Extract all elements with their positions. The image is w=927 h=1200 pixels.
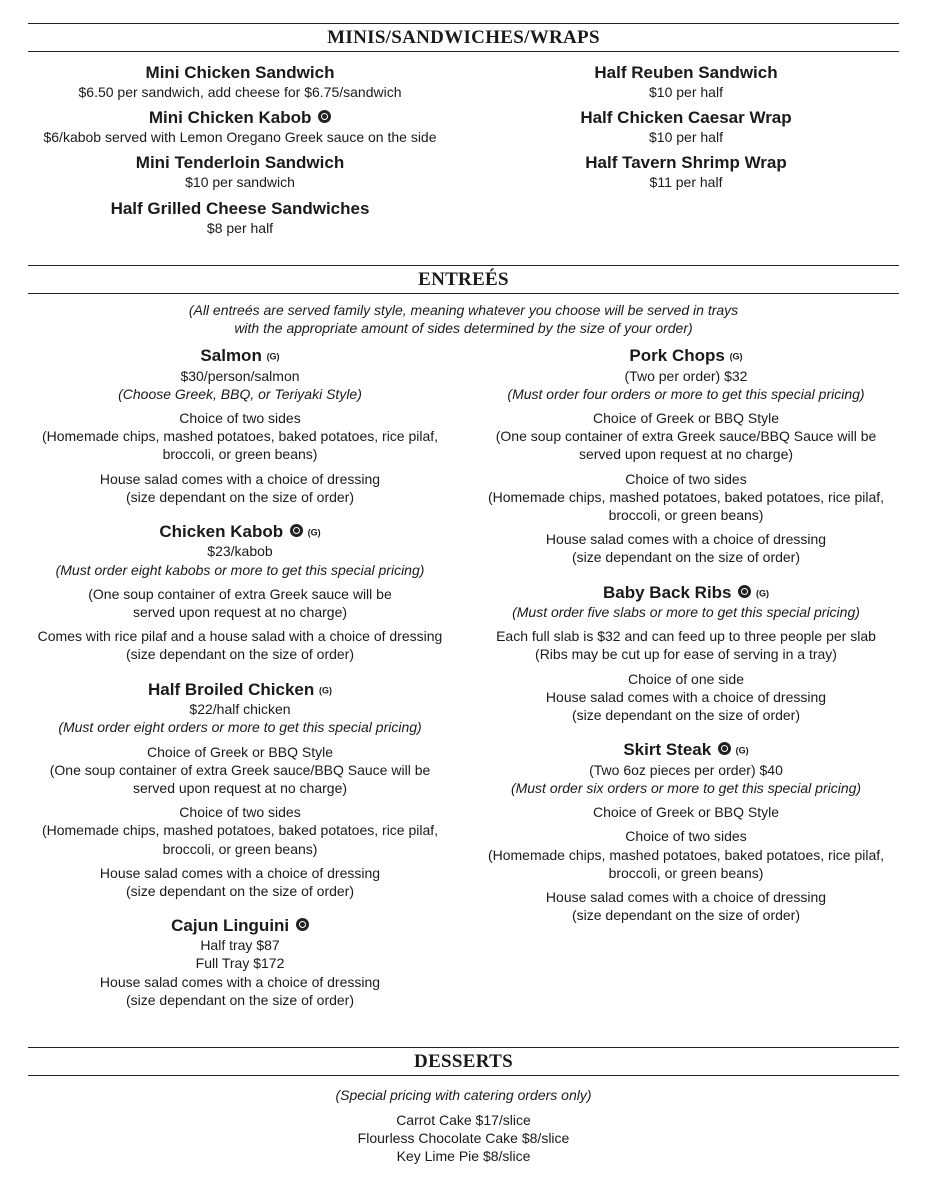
gluten-free-mark: (G) xyxy=(307,527,321,538)
item-price: $22/half chicken xyxy=(189,701,291,718)
item-note: (Must order eight orders or more to get this special pricing) xyxy=(58,719,422,736)
item-line: Choice of Greek or BBQ Style xyxy=(593,804,779,821)
item-name: Cajun Linguini xyxy=(171,916,290,936)
item-line: Choice of two sides xyxy=(179,409,301,426)
menu-item-skirt-steak xyxy=(466,740,906,924)
dessert-item: Key Lime Pie $8/slice xyxy=(396,1148,531,1165)
item-note: (Must order eight kabobs or more to get this special pricing) xyxy=(55,561,425,578)
gluten-free-mark: (G) xyxy=(755,588,769,599)
menu-item xyxy=(466,153,906,191)
item-line: House salad comes with a choice of dressing xyxy=(545,531,827,548)
item-line: House salad comes with a choice of dressing xyxy=(545,889,827,906)
item-desc: $10 per half xyxy=(649,84,723,100)
item-name: Half Reuben Sandwich xyxy=(594,63,778,82)
item-line: broccoli, or green beans) xyxy=(608,864,764,881)
item-line: (size dependant on the size of order) xyxy=(125,883,355,900)
item-line: (Homemade chips, mashed potatoes, baked potatoes, rice pilaf, xyxy=(487,846,885,863)
item-line: (size dependant on the size of order) xyxy=(125,488,355,505)
item-price: $23/kabob xyxy=(207,543,273,560)
item-desc: $11 per half xyxy=(649,174,723,191)
item-line: House salad comes with a choice of dressing xyxy=(99,470,381,487)
item-line: (Ribs may be cut up for ease of serving in a tray) xyxy=(535,646,837,663)
minis-left-column xyxy=(20,63,460,244)
item-desc: $8 per half xyxy=(206,219,274,236)
minis-right-column xyxy=(466,63,906,199)
item-note: (Must order five slabs or more to get this special pricing) xyxy=(512,604,860,621)
item-line: Choice of two sides xyxy=(179,804,301,821)
section-title-minis: MINIS/SANDWICHES/WRAPS xyxy=(327,27,600,48)
item-line: (Homemade chips, mashed potatoes, baked potatoes, rice pilaf, xyxy=(487,488,885,505)
entrees-right-column xyxy=(466,346,906,931)
specialty-icon xyxy=(318,110,331,123)
menu-item xyxy=(20,63,460,101)
item-line: broccoli, or green beans) xyxy=(162,446,318,463)
item-note: (Must order four orders or more to get this special pricing) xyxy=(507,385,865,402)
menu-item-half-broiled-chicken xyxy=(20,680,460,901)
item-name: Baby Back Ribs xyxy=(603,582,732,602)
section-header-desserts xyxy=(28,1047,899,1076)
specialty-icon xyxy=(718,742,731,755)
item-line: (size dependant on the size of order) xyxy=(571,907,801,924)
menu-item-pork-chops xyxy=(466,346,906,567)
dessert-item: Carrot Cake $17/slice xyxy=(396,1112,531,1128)
specialty-icon xyxy=(738,585,751,598)
specialty-icon xyxy=(290,524,303,537)
item-name: Salmon xyxy=(200,346,262,365)
item-line: Choice of Greek or BBQ Style xyxy=(593,409,779,426)
menu-item xyxy=(20,153,460,191)
item-line: (size dependant on the size of order) xyxy=(125,646,355,663)
item-line: (One soup container of extra Greek sauce will be xyxy=(88,585,392,602)
note-line: with the appropriate amount of sides determined by the size of your order) xyxy=(234,320,693,337)
section-title-entrees: ENTREÉS xyxy=(418,269,509,290)
item-line: (Homemade chips, mashed potatoes, baked potatoes, rice pilaf, xyxy=(41,822,439,839)
menu-item xyxy=(20,199,460,237)
item-line: served upon request at no charge) xyxy=(132,780,348,796)
menu-item-baby-back-ribs xyxy=(466,583,906,725)
menu-item-cajun-linguini xyxy=(20,916,460,1009)
item-line: House salad comes with a choice of dressing xyxy=(99,973,381,990)
section-title-desserts: DESSERTS xyxy=(414,1051,513,1072)
item-line: Each full slab is $32 and can feed up to three people per slab xyxy=(496,628,876,645)
menu-item-chicken-kabob xyxy=(20,522,460,664)
item-price: Full Tray $172 xyxy=(195,955,285,972)
item-name: Chicken Kabob xyxy=(159,521,284,541)
item-name: Half Chicken Caesar Wrap xyxy=(580,108,792,128)
item-line: (size dependant on the size of order) xyxy=(571,549,801,566)
section-header-minis xyxy=(28,23,899,52)
dessert-item: Flourless Chocolate Cake $8/slice xyxy=(357,1130,570,1147)
item-line: Comes with rice pilaf and a house salad with a choice of dressing xyxy=(37,628,443,645)
item-desc: $10 per half xyxy=(649,129,723,146)
item-line: Choice of Greek or BBQ Style xyxy=(147,743,333,760)
item-desc: $10 per sandwich xyxy=(185,174,295,191)
note-line: (All entreés are served family style, meaning whatever you choose will be served in trays xyxy=(188,302,739,318)
item-line: broccoli, or green beans) xyxy=(162,840,318,857)
item-line: House salad comes with a choice of dressing xyxy=(545,688,827,705)
item-line: served upon request at no charge) xyxy=(132,604,348,621)
gluten-free-mark: (G) xyxy=(729,351,743,362)
item-line: served upon request at no charge) xyxy=(578,446,794,463)
item-line: Choice of two sides xyxy=(625,470,747,487)
section-header-entrees xyxy=(28,265,899,294)
item-note: (Choose Greek, BBQ, or Teriyaki Style) xyxy=(118,385,362,402)
item-price: $30/person/salmon xyxy=(180,367,300,384)
entrees-note xyxy=(28,301,899,337)
item-name: Pork Chops xyxy=(629,346,725,365)
item-note: (Must order six orders or more to get this special pricing) xyxy=(510,780,862,796)
menu-item-salmon xyxy=(20,346,460,506)
item-price: (Two per order) $32 xyxy=(624,367,748,384)
entrees-left-column xyxy=(20,346,460,1016)
menu-item xyxy=(20,108,460,146)
item-desc: $6.50 per sandwich, add cheese for $6.75/sandwich xyxy=(78,84,402,100)
item-name: Half Tavern Shrimp Wrap xyxy=(585,153,787,173)
item-name: Mini Chicken Kabob xyxy=(148,108,312,128)
item-name: Half Grilled Cheese Sandwiches xyxy=(110,198,370,218)
item-line: broccoli, or green beans) xyxy=(608,506,764,523)
gluten-free-mark: (G) xyxy=(266,351,280,362)
desserts-note: (Special pricing with catering orders only) xyxy=(335,1087,592,1103)
menu-item xyxy=(466,63,906,101)
item-name: Skirt Steak xyxy=(623,740,712,760)
item-line: (One soup container of extra Greek sauce/BBQ Sauce will be xyxy=(49,761,431,778)
item-name: Half Broiled Chicken xyxy=(148,679,315,699)
item-desc: $6/kabob served with Lemon Oregano Greek sauce on the side xyxy=(43,129,437,146)
item-price: Half tray $87 xyxy=(200,937,280,954)
item-line: (size dependant on the size of order) xyxy=(571,707,801,724)
item-line: (size dependant on the size of order) xyxy=(125,991,355,1008)
item-name: Mini Tenderloin Sandwich xyxy=(135,153,345,173)
item-name: Mini Chicken Sandwich xyxy=(145,63,335,82)
menu-item xyxy=(466,108,906,146)
item-line: Choice of two sides xyxy=(625,828,747,845)
item-line: (One soup container of extra Greek sauce/BBQ Sauce will be xyxy=(495,428,877,445)
dessert-list xyxy=(28,1111,899,1166)
item-line: (Homemade chips, mashed potatoes, baked potatoes, rice pilaf, xyxy=(41,428,439,445)
specialty-icon xyxy=(296,918,309,931)
gluten-free-mark: (G) xyxy=(735,745,749,756)
item-line: House salad comes with a choice of dressing xyxy=(99,864,381,881)
item-price: (Two 6oz pieces per order) $40 xyxy=(589,761,783,778)
item-line: Choice of one side xyxy=(628,670,744,687)
gluten-free-mark: (G) xyxy=(319,685,332,696)
